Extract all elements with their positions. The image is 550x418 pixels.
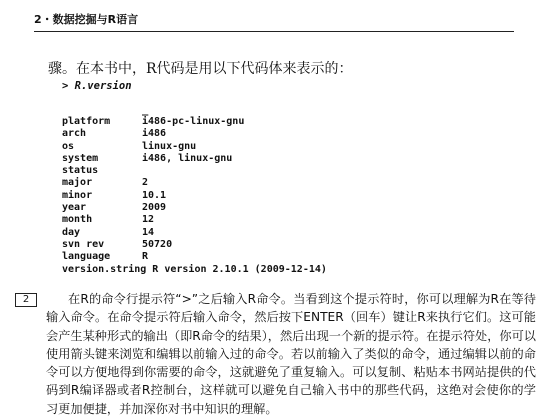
version-row [62, 116, 327, 128]
version-value: R [142, 251, 149, 263]
version-row [62, 177, 327, 189]
version-output [62, 116, 327, 276]
version-key: system [62, 152, 99, 164]
version-row [62, 214, 327, 226]
margin-number: 2 [15, 293, 37, 307]
version-key: year [62, 202, 87, 214]
version-value: i486 [142, 128, 167, 140]
version-row [62, 202, 327, 214]
version-row [62, 141, 327, 153]
version-row [62, 227, 327, 239]
version-key: platform [62, 116, 111, 127]
prompt-command: R.version [74, 80, 132, 92]
version-key: os [62, 140, 75, 152]
version-key: month [62, 214, 93, 226]
version-row [62, 239, 327, 251]
version-underscore: _ [142, 104, 149, 116]
version-row [62, 128, 327, 140]
version-row [62, 165, 327, 177]
version-value: 50720 [142, 238, 173, 250]
version-value: 14 [142, 226, 155, 238]
version-value: 12 [142, 214, 155, 226]
intro-text: 骤。在本书中，R代码是用以下代码体来表示的： [48, 61, 353, 77]
version-key: status [62, 165, 99, 177]
version-key: minor [62, 189, 93, 201]
page-header: 2・数据挖掘与R语言 [34, 11, 514, 32]
version-value: 10.1 [142, 189, 167, 201]
version-value: linux-gnu [142, 140, 197, 152]
version-string-line: version.string R version 2.10.1 (2009-12-14) [62, 263, 327, 275]
version-value: i486-pc-linux-gnu [142, 116, 245, 127]
version-key: day [62, 226, 81, 238]
version-row [62, 153, 327, 165]
version-row [62, 251, 327, 263]
version-value: 2009 [142, 202, 167, 214]
version-key: major [62, 177, 93, 189]
version-key: svn rev [62, 238, 105, 250]
body-paragraph: 在R的命令行提示符“>”之后输入R命令。当看到这个提示符时，你可以理解为R在等待输入命令。在命令提示符后输入命令，然后按下ENTER（回车）键让R来执行它们。这可能会产生某种形式的输出（即R命令的结果），然后出现一个新的提示符。在提示符处，你可以使用箭头键来浏览和编辑以前输入过的命令。若以前输入了类似的命令，通过编辑以前的命令可以方便地得到你需要的命令，这就避免了重复输入。可以复制、粘贴本书网站提供的代码到R编译器或者R控制台，这样就可以避免自己输入书中的那些代码，这绝对会使你的学习更加便捷，并加深你对书中知识的理解。 [46, 292, 536, 416]
prompt-symbol: > [62, 80, 69, 92]
version-key: arch [62, 128, 87, 140]
code-prompt [62, 80, 132, 92]
version-row [62, 190, 327, 202]
version-value: 2 [142, 177, 149, 189]
version-value: i486, linux-gnu [142, 152, 233, 164]
version-key: language [62, 251, 111, 263]
